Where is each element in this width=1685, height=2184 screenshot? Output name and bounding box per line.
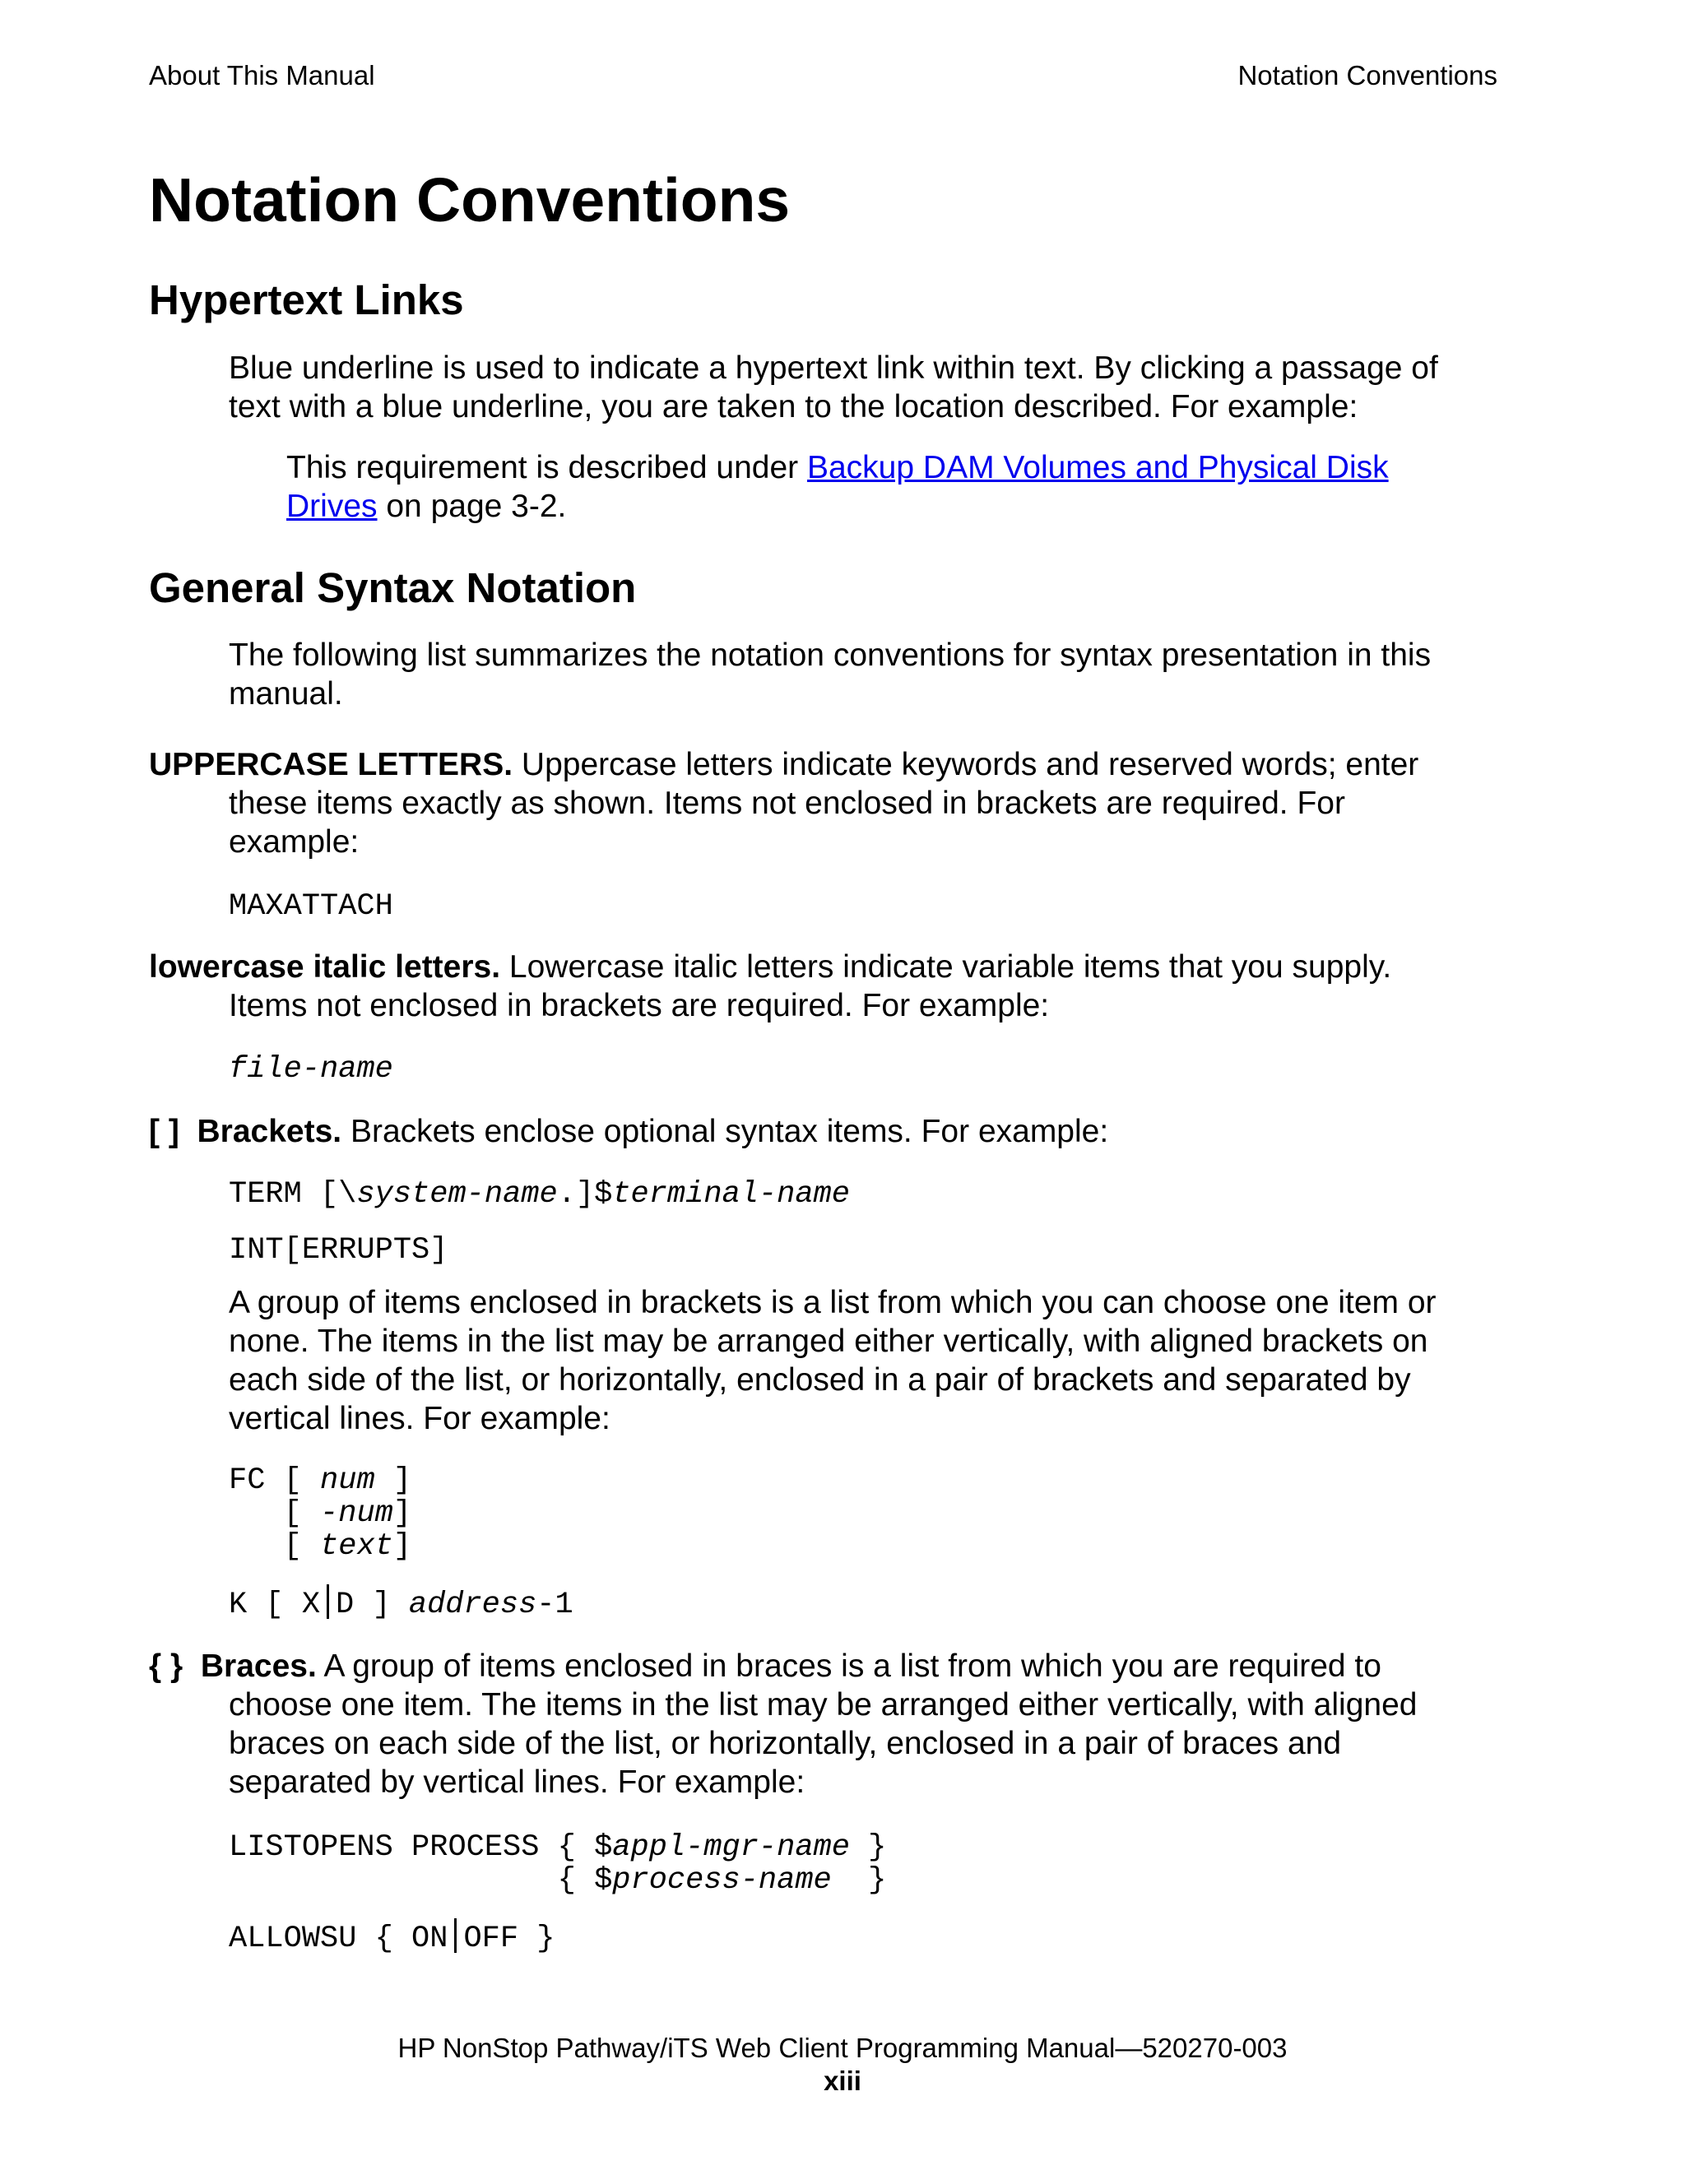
brackets-text: Brackets enclose optional syntax items. For example: xyxy=(341,1114,1109,1149)
brackets-definition-line xyxy=(149,1112,1108,1151)
lowercase-definition-line: Items not enclosed in brackets are required. For example: xyxy=(229,988,1050,1023)
code-text: { $ xyxy=(229,1863,613,1898)
code-text: ] xyxy=(392,1529,412,1564)
brackets-term: Brackets. xyxy=(197,1114,342,1149)
code-example-allowsu xyxy=(229,1918,555,1955)
braces-definition-line: choose one item. The items in the list may be arranged either vertically, with aligned xyxy=(229,1687,1418,1723)
lowercase-definition-line xyxy=(149,948,1391,986)
running-header-right: Notation Conventions xyxy=(1237,60,1497,90)
hypertext-paragraph-line: Blue underline is used to indicate a hypertext link within text. By clicking a passage of xyxy=(229,350,1438,386)
page-title: Notation Conventions xyxy=(149,165,791,234)
code-term-system-name: system-name xyxy=(356,1177,558,1212)
example-suffix-text: on page 3-2. xyxy=(377,489,567,524)
code-text: [ xyxy=(229,1529,321,1564)
code-text: [ xyxy=(229,1496,321,1531)
braces-definition-line: separated by vertical lines. For example: xyxy=(229,1764,805,1800)
uppercase-definition-line: these items exactly as shown. Items not enclosed in brackets are required. For xyxy=(229,786,1345,821)
code-example-fc-line xyxy=(229,1497,411,1530)
brackets-paragraph-line: each side of the list, or horizontally, enclosed in a pair of brackets and separated by xyxy=(229,1362,1411,1398)
uppercase-text: Uppercase letters indicate keywords and reserved words; enter xyxy=(513,747,1419,782)
code-text: ALLOWSU { ON xyxy=(229,1922,448,1956)
code-text: K [ X xyxy=(229,1588,321,1622)
footer-manual-title: HP NonStop Pathway/iTS Web Client Programming Manual—520270-003 xyxy=(397,2033,1288,2063)
uppercase-definition-line: example: xyxy=(229,824,360,860)
code-variable: address xyxy=(408,1588,537,1622)
uppercase-definition-line xyxy=(149,745,1418,784)
section-heading-hypertext-links: Hypertext Links xyxy=(149,276,464,323)
uppercase-term: UPPERCASE LETTERS. xyxy=(149,747,513,782)
braces-text: A group of items enclosed in braces is a list from which you are required to xyxy=(316,1648,1381,1684)
brackets-paragraph-line: A group of items enclosed in brackets is a list from which you can choose one item or xyxy=(229,1285,1437,1320)
code-example-fc-line xyxy=(229,1530,411,1563)
running-header-left: About This Manual xyxy=(149,60,375,90)
backup-dam-volumes-link[interactable]: Backup DAM Volumes and Physical Disk xyxy=(806,450,1389,485)
brackets-paragraph-line: none. The items in the list may be arranged either vertically, with aligned brackets on xyxy=(229,1324,1428,1359)
brackets-paragraph-line: vertical lines. For example: xyxy=(229,1401,610,1436)
braces-definition-line: braces on each side of the list, or horizontally, enclosed in a pair of braces and xyxy=(229,1726,1342,1761)
lowercase-text: Lowercase italic letters indicate variable items that you supply. xyxy=(500,949,1392,985)
braces-definition-line xyxy=(149,1647,1381,1686)
code-variable: text xyxy=(320,1529,393,1564)
code-text: D ] xyxy=(336,1588,409,1622)
section-heading-general-syntax-notation: General Syntax Notation xyxy=(149,564,637,611)
lowercase-term: lowercase italic letters. xyxy=(149,949,501,985)
hypertext-example-line xyxy=(286,487,566,526)
code-variable: num xyxy=(320,1463,375,1498)
code-text: ] xyxy=(374,1463,412,1498)
code-text: -1 xyxy=(536,1588,573,1622)
code-term-separator: .]$ xyxy=(557,1177,613,1212)
code-term-keyword: TERM [\ xyxy=(229,1177,357,1212)
code-example-fc-line xyxy=(229,1464,411,1497)
code-text: LISTOPENS PROCESS { $ xyxy=(229,1830,613,1865)
code-text: OFF } xyxy=(463,1922,555,1956)
code-example-term xyxy=(229,1178,850,1211)
example-prefix-text: This requirement is described under xyxy=(286,450,807,485)
code-variable: process-name xyxy=(612,1863,832,1898)
hypertext-paragraph-line: text with a blue underline, you are taken to the location described. For example: xyxy=(229,389,1358,424)
braces-symbol: { } xyxy=(149,1648,183,1684)
vertical-bar-separator xyxy=(454,1918,457,1953)
code-text: ] xyxy=(392,1496,412,1531)
code-text: } xyxy=(831,1863,887,1898)
code-example-k-address xyxy=(229,1584,573,1621)
syntax-intro-line: manual. xyxy=(229,676,343,712)
code-variable: appl-mgr-name xyxy=(612,1830,850,1865)
code-example-maxattach: MAXATTACH xyxy=(229,889,393,924)
hypertext-example-line xyxy=(286,448,1389,487)
braces-term: Braces. xyxy=(200,1648,317,1684)
code-text: FC [ xyxy=(229,1463,321,1498)
backup-dam-volumes-link-continued[interactable]: Drives xyxy=(286,489,378,524)
code-example-listopens-line xyxy=(229,1831,886,1864)
footer-page-number: xiii xyxy=(824,2066,861,2096)
code-example-interrupts: INT[ERRUPTS] xyxy=(229,1233,448,1268)
code-variable: -num xyxy=(320,1496,393,1531)
code-example-file-name: file-name xyxy=(229,1052,393,1087)
brackets-symbol: [ ] xyxy=(149,1114,179,1149)
code-example-listopens-line xyxy=(229,1864,886,1897)
code-term-terminal-name: terminal-name xyxy=(612,1177,850,1212)
vertical-bar-separator xyxy=(327,1584,329,1619)
syntax-intro-line: The following list summarizes the notation conventions for syntax presentation in this xyxy=(229,638,1432,673)
code-text: } xyxy=(849,1830,887,1865)
